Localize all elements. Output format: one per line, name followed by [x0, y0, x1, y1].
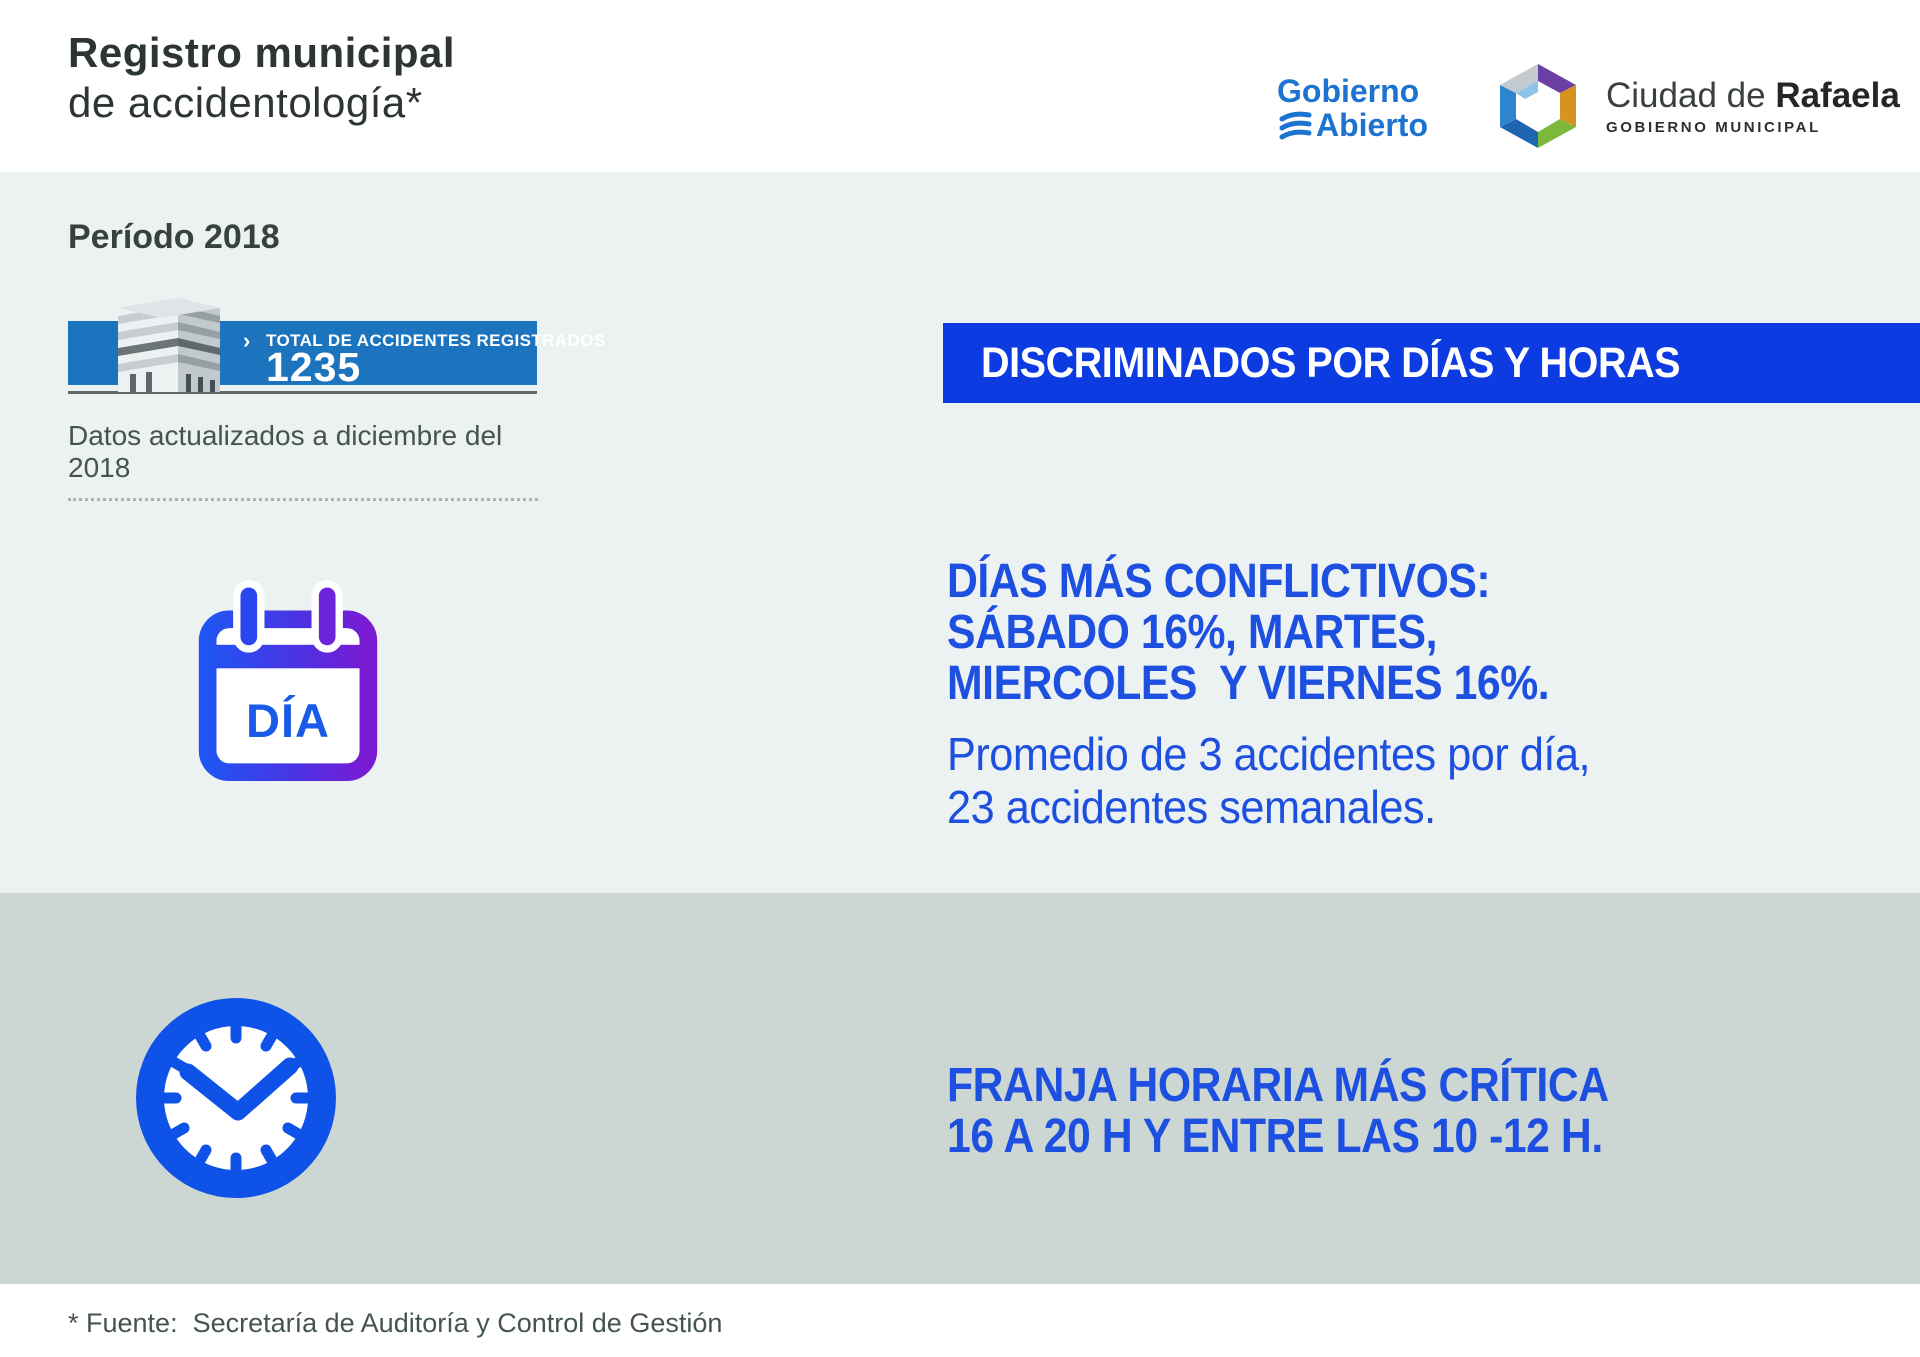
- day-body-line: Promedio de 3 accidentes por día,: [947, 728, 1591, 780]
- chevron-right-icon: ›: [243, 328, 251, 353]
- rafaela-subtitle: GOBIERNO MUNICIPAL: [1606, 118, 1821, 136]
- page-title-line1: Registro municipal: [68, 29, 456, 76]
- calendar-icon: [190, 578, 386, 795]
- page-title-line2: de accidentología*: [68, 79, 423, 126]
- gobierno-abierto-line1: Gobierno: [1277, 73, 1420, 109]
- wave-icon: [1277, 110, 1313, 140]
- clock-icon: [126, 988, 346, 1213]
- day-heading-line: DÍAS MÁS CONFLICTIVOS:: [947, 555, 1491, 608]
- day-heading-line: SÁBADO 16%, MARTES,: [947, 606, 1438, 659]
- footer-source: * Fuente: Secretaría de Auditoría y Control de Gestión: [68, 1308, 723, 1338]
- day-body-line: 23 accidentes semanales.: [947, 781, 1436, 833]
- rafaela-logo: [1488, 62, 1900, 150]
- rafaela-city-name: Rafaela: [1775, 75, 1900, 115]
- total-accidents-value: 1235: [266, 344, 362, 390]
- hour-heading-line: 16 A 20 H Y ENTRE LAS 10 -12 H.: [947, 1110, 1603, 1163]
- building-icon: [88, 290, 238, 400]
- gobierno-abierto-logo: [1277, 74, 1428, 142]
- calendar-icon-label: DÍA: [246, 693, 330, 747]
- day-heading: [947, 556, 1624, 709]
- updated-note: Datos actualizados a diciembre del 2018: [68, 420, 538, 501]
- day-body: [947, 728, 1631, 834]
- rafaela-city-prefix: Ciudad de: [1606, 75, 1766, 115]
- day-heading-line: MIERCOLES Y VIERNES 16%.: [947, 657, 1550, 710]
- hour-heading-line: FRANJA HORARIA MÁS CRÍTICA: [947, 1059, 1609, 1112]
- section-header-title: DISCRIMINADOS POR DÍAS Y HORAS: [981, 338, 1681, 387]
- section-header-bar: [943, 323, 1920, 403]
- period-label: Período 2018: [68, 218, 280, 256]
- hour-heading: [947, 1060, 1690, 1162]
- rafaela-hexagon-icon: [1488, 62, 1588, 150]
- total-accidents-label: TOTAL DE ACCIDENTES REGISTRADOS: [266, 331, 606, 350]
- page-title: [68, 28, 455, 128]
- gobierno-abierto-line2: Abierto: [1316, 107, 1428, 143]
